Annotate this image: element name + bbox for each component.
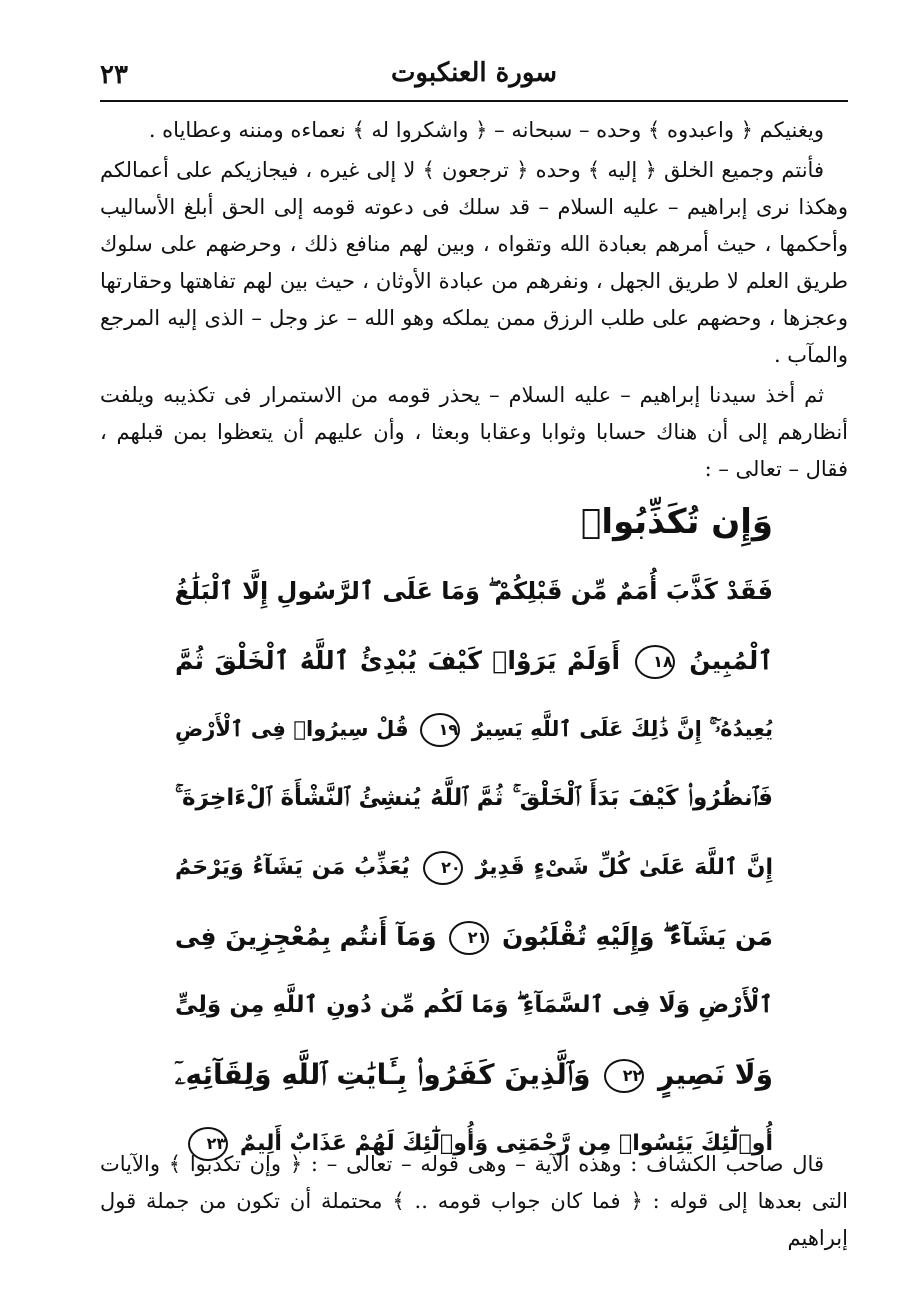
commentary-paragraph: فأنتم وجميع الخلق ﴿ إليه ﴾ وحده ﴿ ترجعون ﴾ لا إلى غيره ، فيجازيكم على أعمالكم وهكذا نرى إبراهيم – عليه السلام – قد سلك فى دعوته قومه إلى الحق أبلغ الأساليب وأحكمها ، حيث أمرهم بعبادة الله وتقواه ، وبين لهم منافع ذلك ، وحرضهم على سلوك طريق العلم لا طريق الجهل ، ونفرهم من عبادة الأوثان ، حيث بين لهم تفاهتها وحقارتها وعجزها ، وحضهم على طلب الرزق ممن يملكه وهو الله – عز وجل – الذى إليه المرجع والمآب . [100,158,848,367]
page-header [100,52,848,98]
verse-text: قُلْ سِيرُوا۟ فِى ٱلْأَرْضِ [175,717,409,741]
commentary-text [100,112,848,488]
ayah-number-marker: ٢٢ [604,1059,644,1093]
verse-text: إِنَّ ٱللَّهَ عَلَىٰ كُلِّ شَىْءٍ قَدِيرٌ [475,855,773,880]
verse-text: وَلَا نَصِيرٍ [658,1058,773,1091]
verse-line [175,833,773,902]
verse-line [175,1040,773,1109]
ayah-number-marker: ٢١ [449,921,489,955]
page-number: ٢٣ [100,60,128,90]
verse-text: أُو۟لَٰٓئِكَ يَئِسُوا۟ مِن رَّحْمَتِى وَأُو۟لَٰٓئِكَ لَهُمْ عَذَابٌ أَلِيمٌ [239,1131,773,1156]
verse-line [175,557,773,626]
verse-text: فَقَدْ كَذَّبَ أُمَمٌ مِّن قَبْلِكُمْ ۖ وَمَا عَلَى ٱلرَّسُولِ إِلَّا ٱلْبَلَٰغُ [174,577,773,605]
verse-line [175,971,773,1040]
commentary-paragraph: ويغنيكم ﴿ واعبدوه ﴾ وحده – سبحانه – ﴿ واشكروا له ﴾ نعماءه ومننه وعطاياه . [148,118,824,142]
quran-verses [175,488,773,1178]
verse-line [175,695,773,764]
verse-text: وَمَآ أَنتُم بِمُعْجِزِينَ فِى [174,922,437,951]
verse-text: وَإِن تُكَذِّبُوا۟ [581,502,773,542]
ayah-number-marker: ٢٣ [188,1127,228,1161]
verse-text: ٱلْمُبِينُ [689,646,773,675]
verse-line [175,902,773,971]
verse-text: يُعِيدُهُۥٓ ۚ إِنَّ ذَٰلِكَ عَلَى ٱللَّهِ يَسِيرٌ [471,717,773,741]
tafsir-footer-text [100,1146,848,1257]
verse-text: وَٱلَّذِينَ كَفَرُوا۟ بِـَٔايَٰتِ ٱللَّهِ وَلِقَآئِهِۦٓ [174,1058,591,1091]
verse-line [175,764,773,833]
verse-text: ٱلْأَرْضِ وَلَا فِى ٱلسَّمَآءِ ۖ وَمَا لَكُم مِّن دُونِ ٱللَّهِ مِن وَلِىٍّ [175,992,773,1018]
commentary-paragraph: ثم أخذ سيدنا إبراهيم – عليه السلام – يحذر قومه من الاستمرار فى تكذيبه ويلفت أنظارهم إلى أن هناك حسابا وثوابا وعقابا وبعثا ، وأن عليهم أن يتعظوا بمن قبلهم ، فقال – تعالى – : [100,383,848,481]
ayah-number-marker: ٢٠ [423,851,463,885]
footer-paragraph: قال صاحب الكشاف : وهذه الآية – وهى قوله – تعالى – : ﴿ وإن تكذبوا ﴾ والآيات التى بعدها إلى قوله : ﴿ فما كان جواب قومه .. ﴾ محتملة أن تكون من جملة قول إبراهيم [100,1152,848,1250]
surah-title: سورة العنكبوت [390,58,558,88]
ayah-number-marker: ١٨ [635,645,675,679]
verse-text: فَٱنظُرُوا۟ كَيْفَ بَدَأَ ٱلْخَلْقَ ۚ ثُمَّ ٱللَّهُ يُنشِئُ ٱلنَّشْأَةَ ٱلْءَاخِرَةَ ۚ [175,785,773,811]
verse-text: أَوَلَمْ يَرَوْا۟ كَيْفَ يُبْدِئُ ٱللَّهُ ٱلْخَلْقَ ثُمَّ [175,646,621,675]
ayah-number-marker: ١٩ [420,713,460,747]
verse-text: يُعَذِّبُ مَن يَشَآءُ وَيَرْحَمُ [175,855,410,880]
header-divider [100,100,848,102]
verse-line [175,488,773,557]
verse-text: مَن يَشَآءُ ۖ وَإِلَيْهِ تُقْلَبُونَ [502,922,773,951]
verse-line [175,626,773,695]
